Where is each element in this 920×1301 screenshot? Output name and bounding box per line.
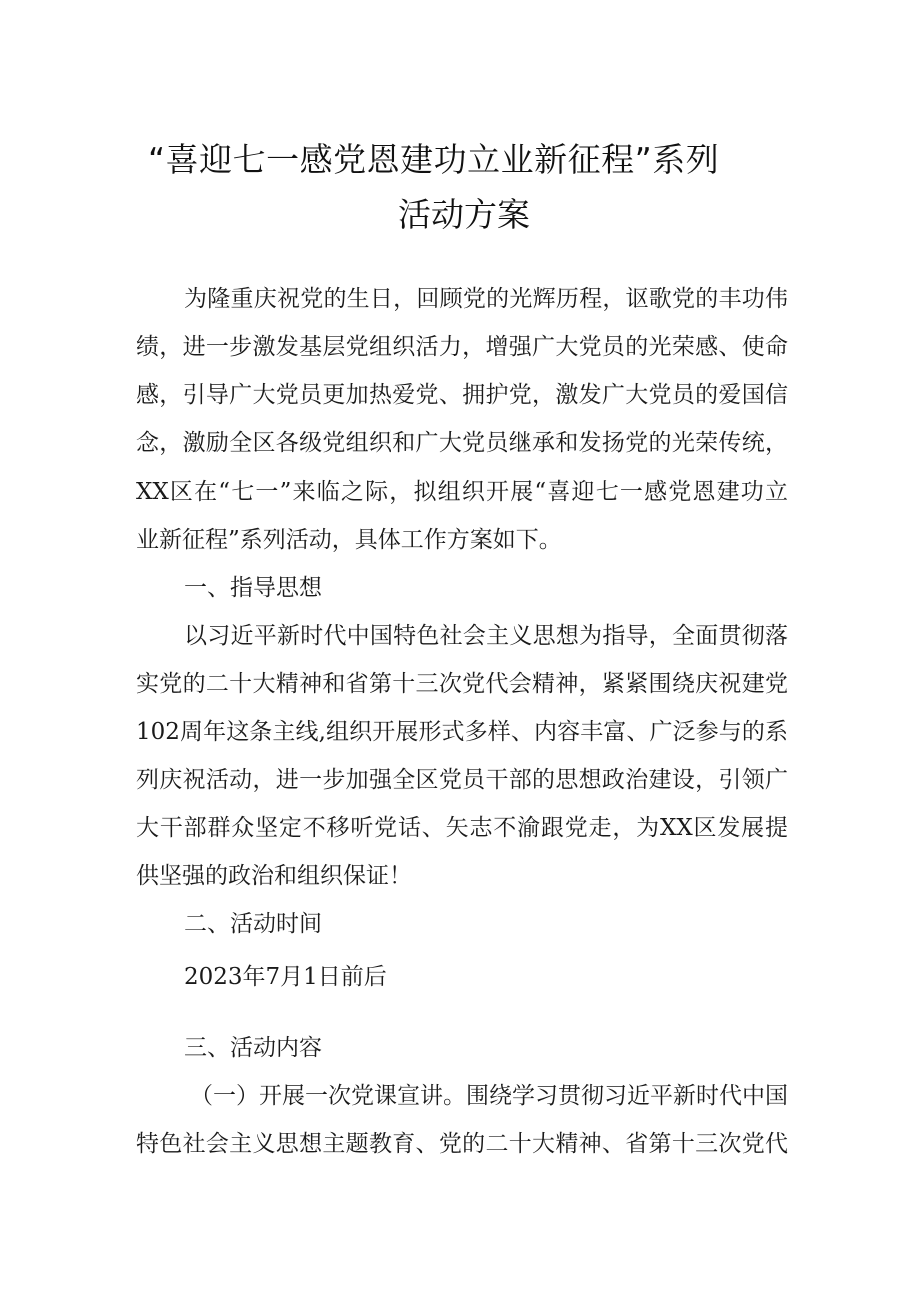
activity-time-value: 2023年7月1日前后	[184, 964, 387, 990]
section3-line-1: （一）开展一次党课宣讲。围绕学习贯彻习近平新时代中国	[190, 1083, 788, 1109]
document-title-line-1: “喜迎七一感党恩建功立业新征程”系列	[148, 140, 720, 179]
intro-line-6: 业新征程”系列活动，具体工作方案如下。	[136, 527, 562, 553]
section-heading-activity-content: 三、活动内容	[184, 1035, 322, 1061]
section-heading-guiding-thought: 一、指导思想	[184, 575, 322, 601]
section1-line-4: 列庆祝活动，进一步加强全区党员干部的思想政治建设，引领广	[136, 767, 788, 793]
intro-line-5: XX区在“七一”来临之际，拟组织开展“喜迎七一感党恩建功立	[136, 479, 788, 505]
section1-line-3: 102周年这条主线,组织开展形式多样、内容丰富、广泛参与的系	[136, 719, 788, 745]
document-title-line-2: 活动方案	[398, 195, 530, 234]
section1-line-5: 大干部群众坚定不移听党话、矢志不渝跟党走，为XX区发展提	[136, 815, 788, 841]
section3-line-2: 特色社会主义思想主题教育、党的二十大精神、省第十三次党代	[136, 1131, 788, 1157]
section-heading-activity-time: 二、活动时间	[184, 911, 322, 937]
section1-line-2: 实党的二十大精神和省第十三次党代会精神，紧紧围绕庆祝建党	[136, 671, 788, 697]
intro-line-2: 绩，进一步激发基层党组织活力，增强广大党员的光荣感、使命	[136, 334, 788, 360]
intro-line-4: 念，激励全区各级党组织和广大党员继承和发扬党的光荣传统，	[136, 430, 788, 456]
section1-line-6: 供坚强的政治和组织保证！	[136, 863, 412, 889]
intro-line-1: 为隆重庆祝党的生日，回顾党的光辉历程，讴歌党的丰功伟	[184, 286, 788, 312]
intro-line-3: 感，引导广大党员更加热爱党、拥护党，激发广大党员的爱国信	[136, 382, 788, 408]
section1-line-1: 以习近平新时代中国特色社会主义思想为指导，全面贯彻落	[184, 623, 788, 649]
